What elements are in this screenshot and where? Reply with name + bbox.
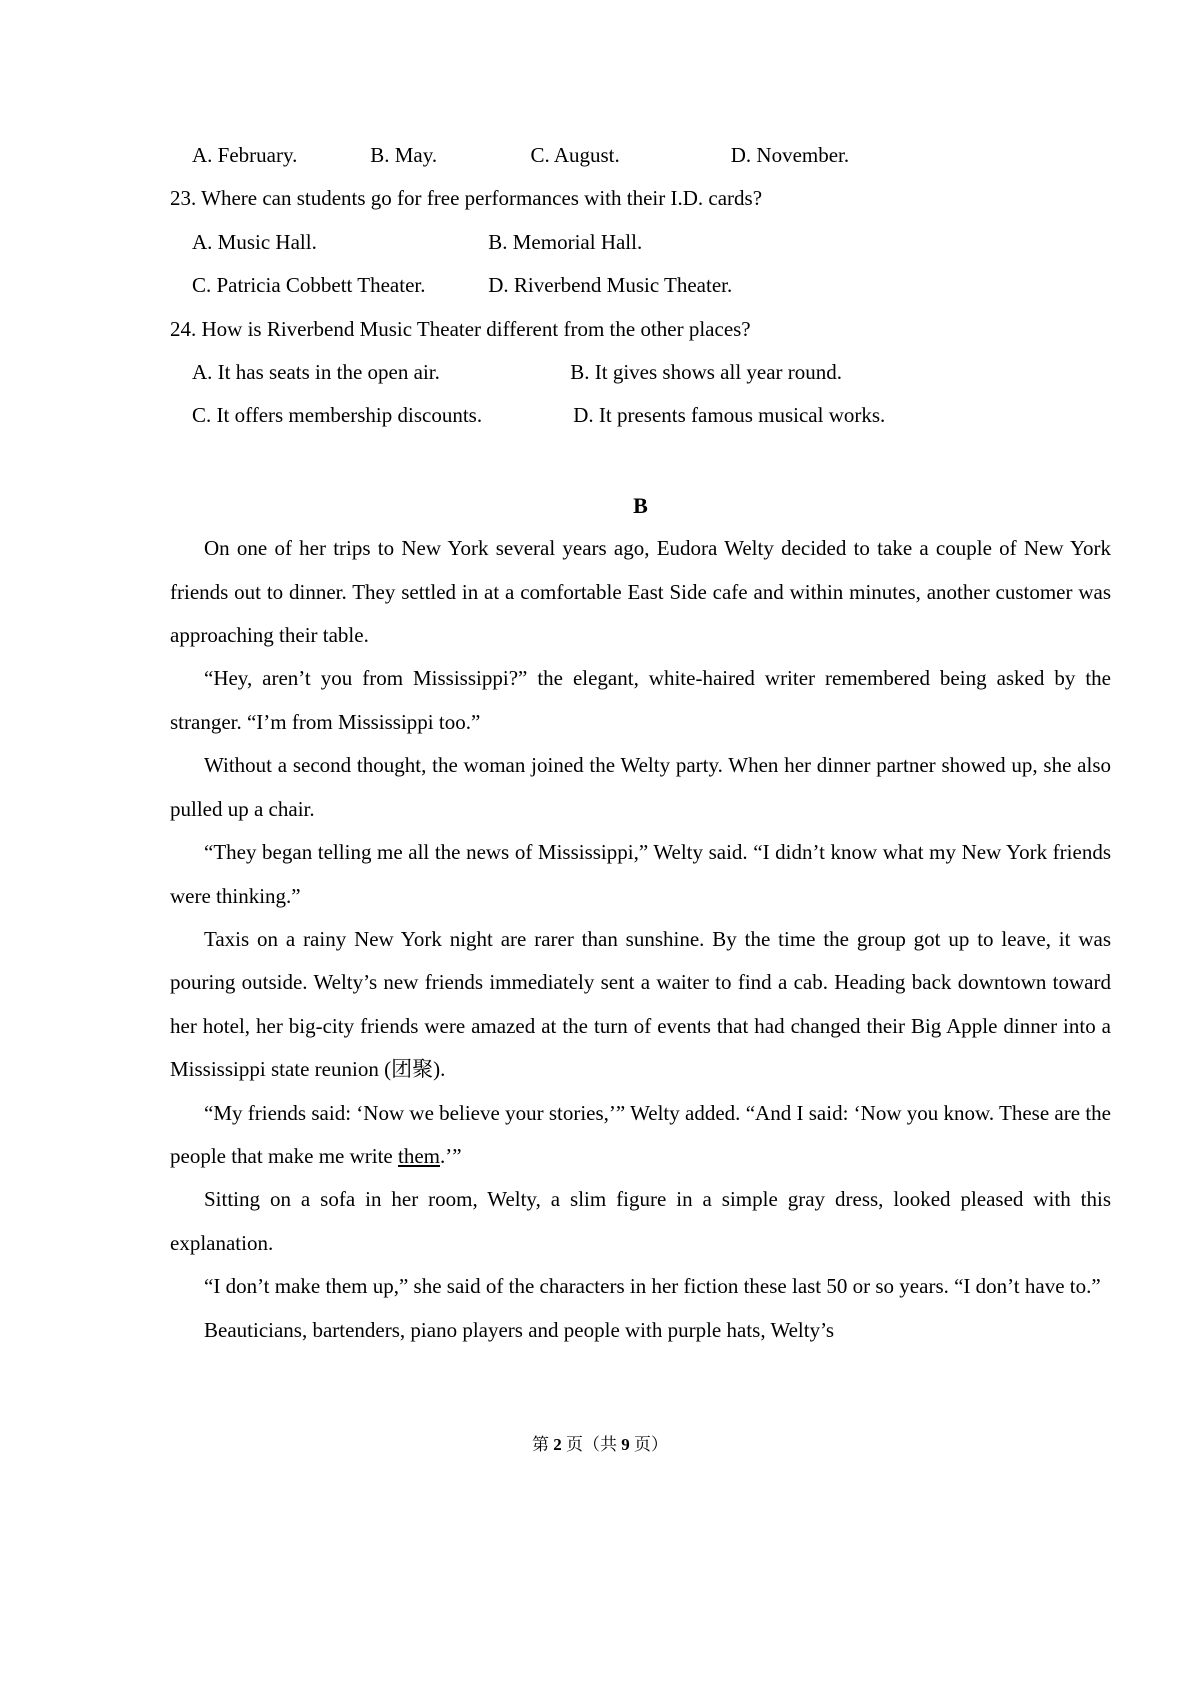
option-23-d: D. Riverbend Music Theater. [488, 273, 733, 298]
passage-paragraph: “They began telling me all the news of Mississippi,” Welty said. “I didn’t know what my New York friends were thinking.” [170, 840, 1111, 908]
footer-middle: 页（共 [561, 1435, 622, 1454]
option-23-c: C. Patricia Cobbett Theater. [192, 273, 426, 298]
question-24-options-row-2 [170, 394, 1111, 437]
passage-paragraph: Taxis on a rainy New York night are rarer than sunshine. By the time the group got up to leave, it was pouring outside. Welty’s new friends immediately sent a waiter to find a cab. Heading back downtown toward her hotel, her big-city friends were amazed at the turn of events that had changed their Big Apple dinner into a Mississippi state reunion (团聚). [170, 926, 1111, 1082]
question-24-text: 24. How is Riverbend Music Theater different from the other places? [170, 316, 751, 341]
footer-total-pages: 9 [621, 1435, 630, 1454]
option-24-d: D. It presents famous musical works. [573, 403, 886, 428]
page-footer [0, 1430, 1200, 1455]
question-23-options-row-1 [170, 221, 1111, 264]
underlined-word: them [398, 1143, 440, 1168]
passage-paragraph: “I don’t make them up,” she said of the characters in her fiction these last 50 or so years. “I don’t have to.” [204, 1274, 1101, 1299]
option-24-b: B. It gives shows all year round. [570, 360, 843, 385]
option-23-b: B. Memorial Hall. [488, 229, 643, 254]
page-content [170, 134, 1111, 1352]
option-22-a: A. February. [192, 143, 298, 167]
passage-paragraph: Without a second thought, the woman joined the Welty party. When her dinner partner showed up, she also pulled up a chair. [170, 753, 1111, 821]
footer-prefix: 第 [532, 1435, 554, 1454]
question-24-options-row-1 [170, 351, 1111, 394]
option-22-c: C. August. [530, 143, 620, 167]
footer-suffix: 页） [629, 1435, 668, 1454]
passage-paragraph: Beauticians, bartenders, piano players and people with purple hats, Welty’s [204, 1317, 835, 1342]
option-24-a: A. It has seats in the open air. [192, 360, 440, 385]
question-23-options-row-2 [170, 264, 1111, 307]
passage-paragraph-with-underline [170, 1092, 1111, 1179]
question-23-text: 23. Where can students go for free performances with their I.D. cards? [170, 186, 763, 211]
passage-paragraph: Sitting on a sofa in her room, Welty, a slim figure in a simple gray dress, looked pleased with this explanation. [170, 1187, 1111, 1255]
section-heading: B [633, 492, 648, 518]
paragraph-text: .’” [440, 1143, 462, 1168]
passage-paragraph: “Hey, aren’t you from Mississippi?” the elegant, white-haired writer remembered being asked by the stranger. “I’m from Mississippi too.” [170, 666, 1111, 734]
option-22-d: D. November. [730, 143, 850, 167]
option-22-b: B. May. [370, 143, 438, 167]
footer-page-number: 2 [553, 1435, 562, 1454]
paragraph-text: “My friends said: ‘Now we believe your stories,’” Welty added. “And I said: ‘Now you know. These are the people that make me write [170, 1100, 1111, 1168]
passage-paragraph: On one of her trips to New York several years ago, Eudora Welty decided to take a couple of New York friends out to dinner. They settled in at a comfortable East Side cafe and within minutes, another customer was approaching their table. [170, 536, 1111, 648]
option-23-a: A. Music Hall. [192, 229, 317, 254]
question-22-options-row [170, 134, 1111, 177]
option-24-c: C. It offers membership discounts. [192, 403, 483, 428]
